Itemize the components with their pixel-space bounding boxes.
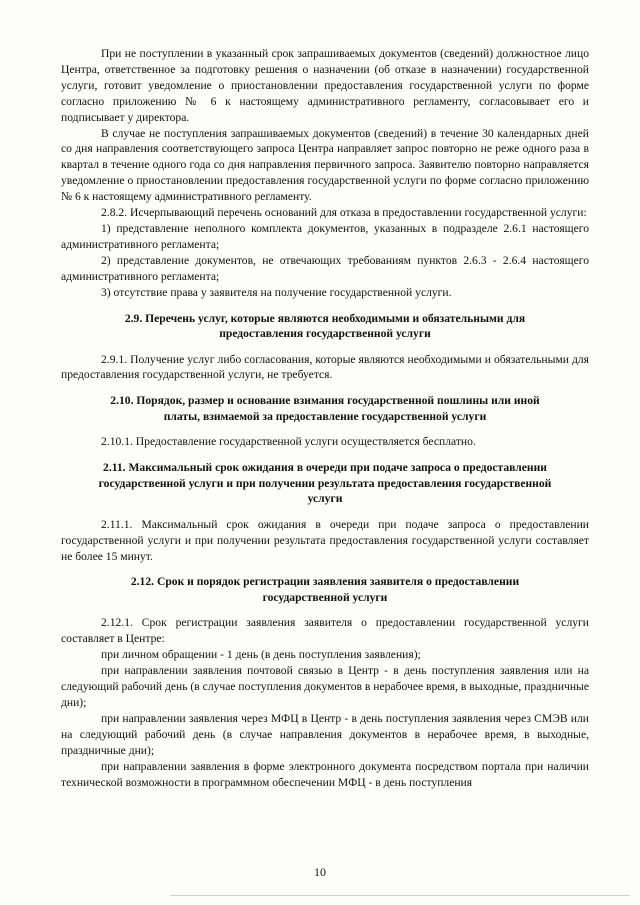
paragraph: При не поступлении в указанный срок запрашиваемых документов (сведений) должностное лицо Центра, ответственное за подготовку решения о назначении (об отказе в назначении) государственной услуги, готовит уведомление о приостановлении предоставления государственной услуги по форме согласно приложению № 6 к настоящему административного регламенту, согласовывает его и подписывает у директора. <box>61 47 589 124</box>
document-body <box>61 46 589 790</box>
list-item: 2) представление документов, не отвечающих требованиям пунктов 2.6.3 - 2.6.4 настоящего административного регламента; <box>61 253 589 283</box>
list-item: при направлении заявления почтовой связью в Центр - в день поступления заявления или на следующий рабочий день (в случае поступления документов в нерабочее время, в выходные, праздничные дни); <box>61 664 589 709</box>
paragraph: 2.10.1. Предоставление государственной услуги осуществляется бесплатно. <box>101 435 476 449</box>
list-item: при направлении заявления в форме электронного документа посредством портала при наличии технической возможности в программном обеспечении МФЦ - в день поступления <box>61 759 589 789</box>
section-heading: 2.12. Срок и порядок регистрации заявления заявителя о предоставлении государственной услуги <box>130 575 520 604</box>
scan-artifact-line <box>170 895 630 896</box>
paragraph: 2.8.2. Исчерпывающий перечень оснований для отказа в предоставлении государственной услуги: <box>101 206 587 220</box>
page-number: 10 <box>314 865 326 879</box>
paragraph: 2.12.1. Срок регистрации заявления заявителя о предоставлении государственной услуги составляет в Центре: <box>61 616 589 646</box>
list-item: 3) отсутствие права у заявителя на получение государственной услуги. <box>101 285 452 299</box>
section-heading: 2.10. Порядок, размер и основание взимания государственной пошлины или иной платы, взимаемой за предоставление государственной услуги <box>110 394 540 423</box>
list-item: 1) представление неполного комплекта документов, указанных в подразделе 2.6.1 настоящего административного регламента; <box>61 221 589 251</box>
list-item: при направлении заявления через МФЦ в Центр - в день поступления заявления через СМЭВ или на следующий рабочий день (в случае направления документов в нерабочее время, в выходные, праздничные дни); <box>61 711 589 757</box>
paragraph: 2.11.1. Максимальный срок ожидания в очереди при подаче запроса о предоставлении государственной услуги и при получении результата предоставления государственной услуги составляет не более 15 минут. <box>61 517 589 563</box>
paragraph: В случае не поступления запрашиваемых документов (сведений) в течение 30 календарных дней со дня направления соответствующего запроса Центра направляет запрос повторно не реже одного раза в квартал в течение одного года со дня направления первичного запроса. Заявителю повторно направляется уведомление о приостановлении предоставления государственной услуги по форме согласно приложению № 6 к настоящему административного регламенту. <box>61 126 589 204</box>
list-item: при личном обращении - 1 день (в день поступления заявления); <box>101 648 421 662</box>
section-heading: 2.9. Перечень услуг, которые являются необходимыми и обязательными для предоставления государственной услуги <box>124 311 526 340</box>
section-heading: 2.11. Максимальный срок ожидания в очереди при подаче запроса о предоставлении государственной услуги и при получении результата предоставления государственной услуги <box>98 461 552 506</box>
paragraph: 2.9.1. Получение услуг либо согласования, которые являются необходимыми и обязательными для предоставления государственной услуги, не требуется. <box>61 352 589 382</box>
